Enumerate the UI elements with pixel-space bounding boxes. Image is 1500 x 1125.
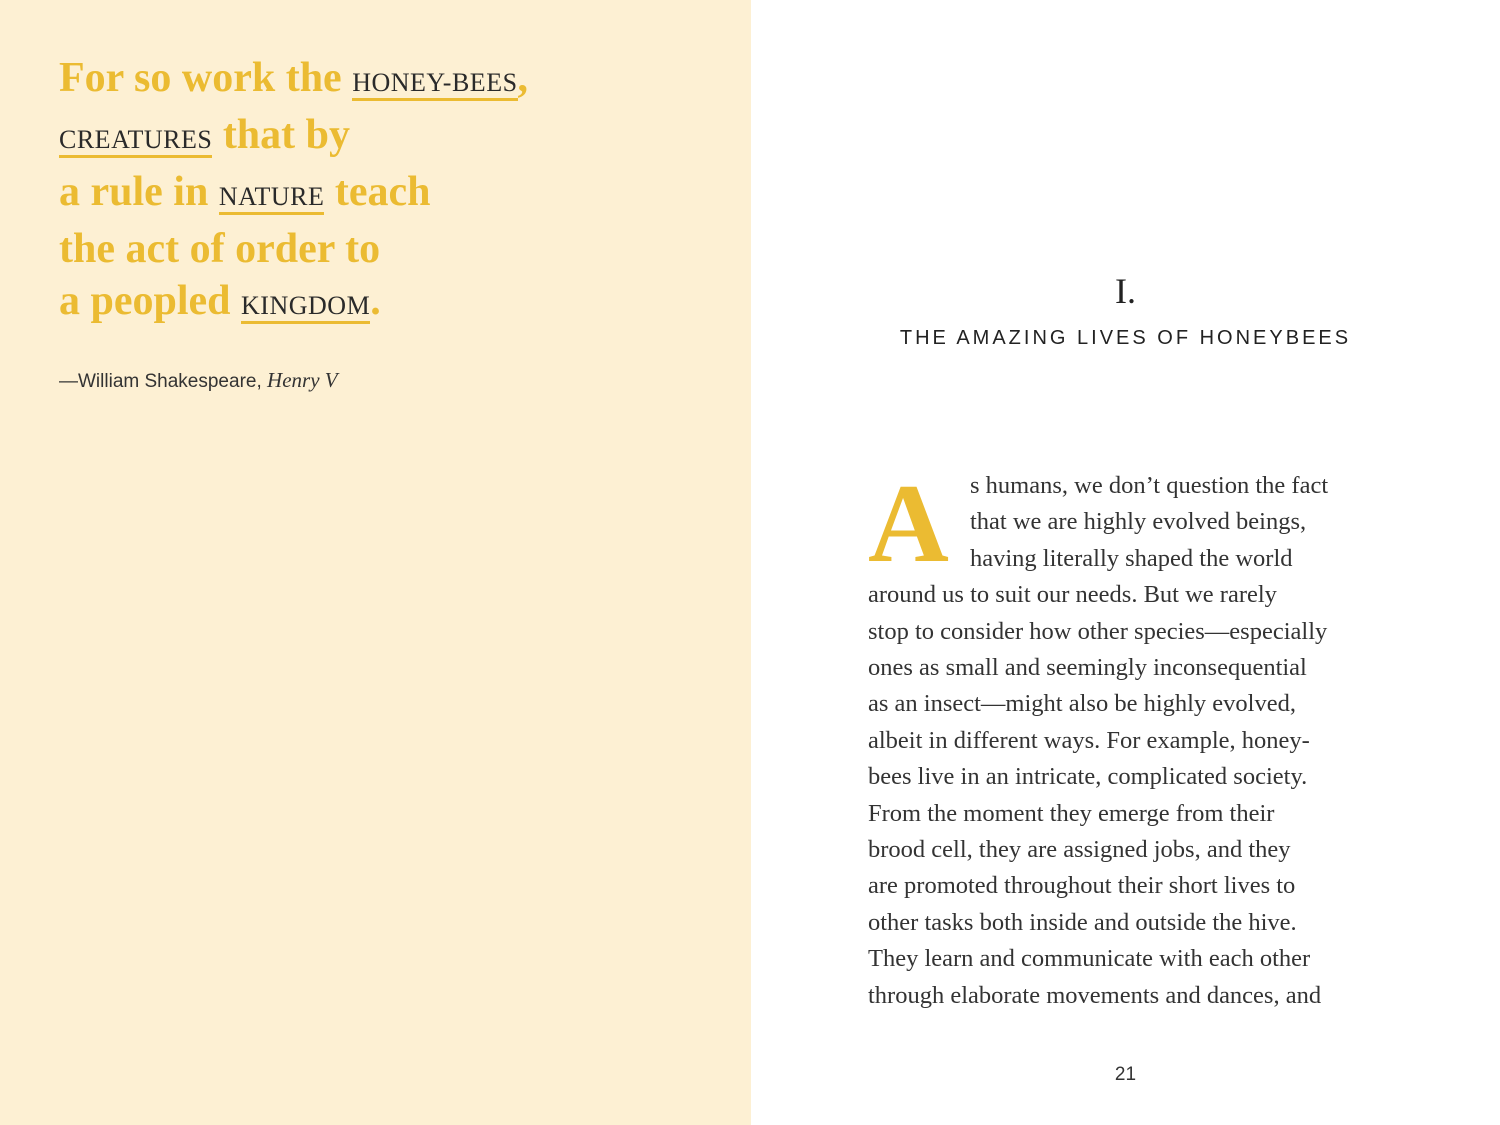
epigraph-line	[59, 109, 739, 166]
body-line: From the moment they emerge from their	[868, 799, 1275, 827]
body-line: stop to consider how other species—especially	[868, 617, 1328, 645]
body-line: s humans, we don’t question the fact	[970, 472, 1329, 499]
epigraph-quote	[59, 52, 739, 332]
body-line: ones as small and seemingly inconsequential	[868, 654, 1307, 682]
epigraph-text: ,	[517, 55, 529, 101]
epigraph-text: a peopled	[59, 278, 242, 324]
epigraph-line	[59, 52, 739, 109]
epigraph-emphasis-word: KINGDOM	[241, 291, 370, 324]
epigraph-line	[59, 275, 739, 332]
chapter-title: THE AMAZING LIVES OF HONEYBEES	[899, 327, 1352, 349]
body-line: They learn and communicate with each other	[868, 945, 1311, 973]
right-page	[751, 0, 1500, 1125]
body-line: albeit in different ways. For example, honey-	[868, 726, 1310, 754]
epigraph-text: the act of order to	[59, 226, 381, 272]
epigraph-text: that by	[212, 112, 351, 158]
epigraph-text: For so work the	[59, 55, 353, 101]
body-line: bees live in an intricate, complicated society.	[868, 763, 1308, 791]
epigraph-emphasis-word: HONEY-BEES	[352, 68, 517, 101]
epigraph-line	[59, 223, 739, 275]
chapter-numeral: I.	[1115, 271, 1136, 311]
epigraph-line	[59, 166, 739, 223]
body-line: around us to suit our needs. But we rarely	[868, 581, 1277, 609]
body-line: having literally shaped the world	[970, 544, 1293, 572]
body-line: other tasks both inside and outside the hive.	[868, 908, 1297, 936]
attribution-author: —William Shakespeare,	[59, 371, 262, 392]
epigraph-text: a rule in	[59, 169, 219, 215]
epigraph-emphasis-word: NATURE	[219, 182, 325, 215]
body-line: through elaborate movements and dances, and	[868, 981, 1322, 1009]
body-line: as an insect—might also be highly evolved,	[868, 690, 1296, 718]
epigraph-text: teach	[324, 169, 431, 215]
epigraph-text: .	[370, 278, 381, 324]
epigraph-emphasis-word: CREATURES	[59, 125, 212, 158]
body-line: brood cell, they are assigned jobs, and they	[868, 836, 1291, 864]
body-line: that we are highly evolved beings,	[970, 508, 1307, 536]
epigraph-attribution	[59, 368, 338, 393]
page-number: 21	[1114, 1064, 1137, 1085]
body-line: are promoted throughout their short lives to	[868, 872, 1296, 900]
attribution-work-title: Henry V	[267, 368, 338, 392]
chapter-body-text	[868, 462, 1388, 1014]
drop-cap: A	[868, 462, 949, 586]
